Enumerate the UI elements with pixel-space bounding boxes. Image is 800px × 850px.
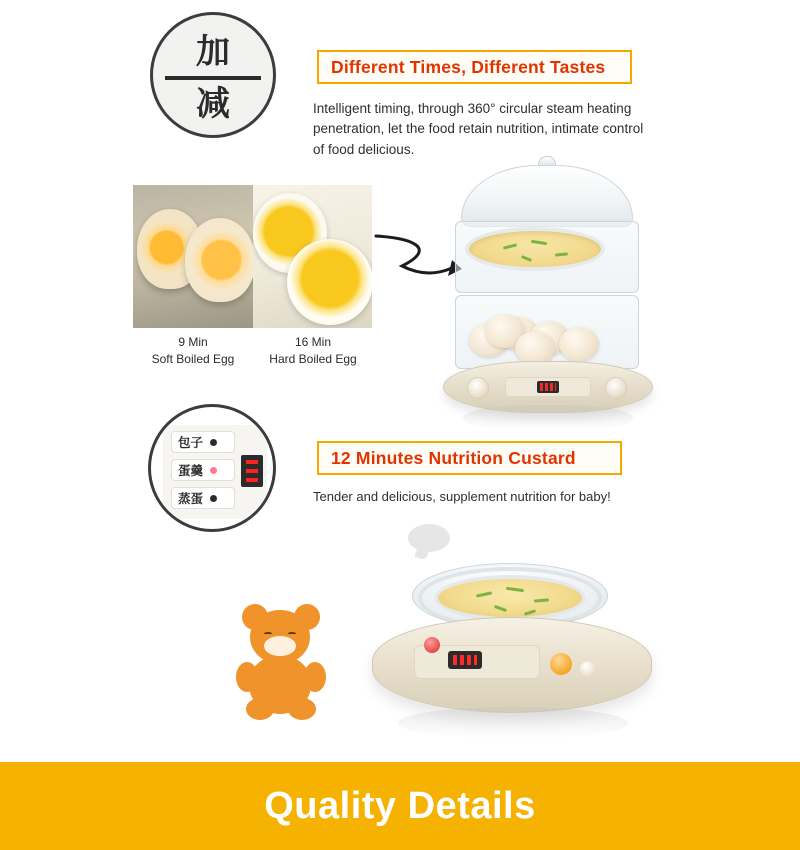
hard-boiled-egg-photo [253,185,373,328]
surface-reflection [398,707,628,739]
caption-hard-boiled [253,334,373,369]
bear-muzzle [264,636,296,656]
headline-different-times [317,50,632,84]
timer-display [537,381,559,393]
control-panel-upper-unit [505,377,591,397]
egg-comparison-photo [133,185,372,328]
scallion-bit [531,240,547,245]
headline-1-text: Different Times, Different Tastes [331,56,606,77]
scallion-bit [503,243,517,249]
caption-soft-time: 9 Min [178,335,208,349]
egg [559,327,599,361]
mode-button[interactable] [550,653,572,675]
headline-2-text: 12 Minutes Nutrition Custard [331,447,576,468]
bear-mascot-illustration [232,600,332,725]
scallion-bit [521,255,532,262]
footer-banner [0,762,800,850]
caption-soft-boiled [133,334,253,369]
bear-eye-left [264,632,272,635]
footer-divider [0,754,800,762]
control-panel-zoom-icon [148,404,276,532]
digital-display [241,455,263,487]
left-knob [467,377,489,399]
panel-row-zhengdan-label: 蒸蛋 [178,491,204,506]
timer-display [448,651,482,669]
power-button[interactable] [424,637,440,653]
bear-arm-left [236,662,258,692]
caption-soft-label: Soft Boiled Egg [151,352,235,367]
eggs-in-tier [469,313,603,359]
footer-title: Quality Details [264,784,536,827]
scallion-bit [555,252,568,256]
indicator-dot [210,495,217,502]
body-paragraph-1: Intelligent timing, through 360° circular steam heating penetration, let the food retain nutrition, intimate control of food delicious. [313,101,644,157]
dial-minus-char: 减 [196,84,230,124]
dial-divider [165,76,261,80]
headline-nutrition-custard [317,441,622,475]
panel-zoom-body [163,425,267,519]
panel-row-baozi [171,431,235,453]
bear-leg-right [288,698,316,720]
panel-row-danggeng [171,459,235,481]
right-knob [605,377,627,399]
soft-boiled-egg-photo [133,185,253,328]
panel-row-zhengdan [171,487,235,509]
single-tier-egg-steamer-image [372,545,652,745]
dial-plus-char: 加 [196,32,230,72]
body-paragraph-2: Tender and delicious, supplement nutrition for baby! [313,489,611,504]
panel-row-danggeng-label: 蛋羹 [178,463,204,478]
egg [515,331,555,365]
bear-eye-right [288,632,296,635]
bear-leg-left [246,698,274,720]
transparent-lid [461,165,633,227]
panel-row-baozi-label: 包子 [178,435,204,450]
start-button[interactable] [580,661,596,677]
plus-minus-dial-icon [150,12,276,138]
caption-hard-time: 16 Min [294,335,332,349]
caption-hard-label: Hard Boiled Egg [269,352,357,367]
bear-arm-right [304,662,326,692]
indicator-dot-active [210,467,217,474]
surface-reflection [463,405,633,431]
custard-bowl-upper [465,227,605,271]
indicator-dot [210,439,217,446]
two-tier-egg-steamer-image [443,155,653,405]
